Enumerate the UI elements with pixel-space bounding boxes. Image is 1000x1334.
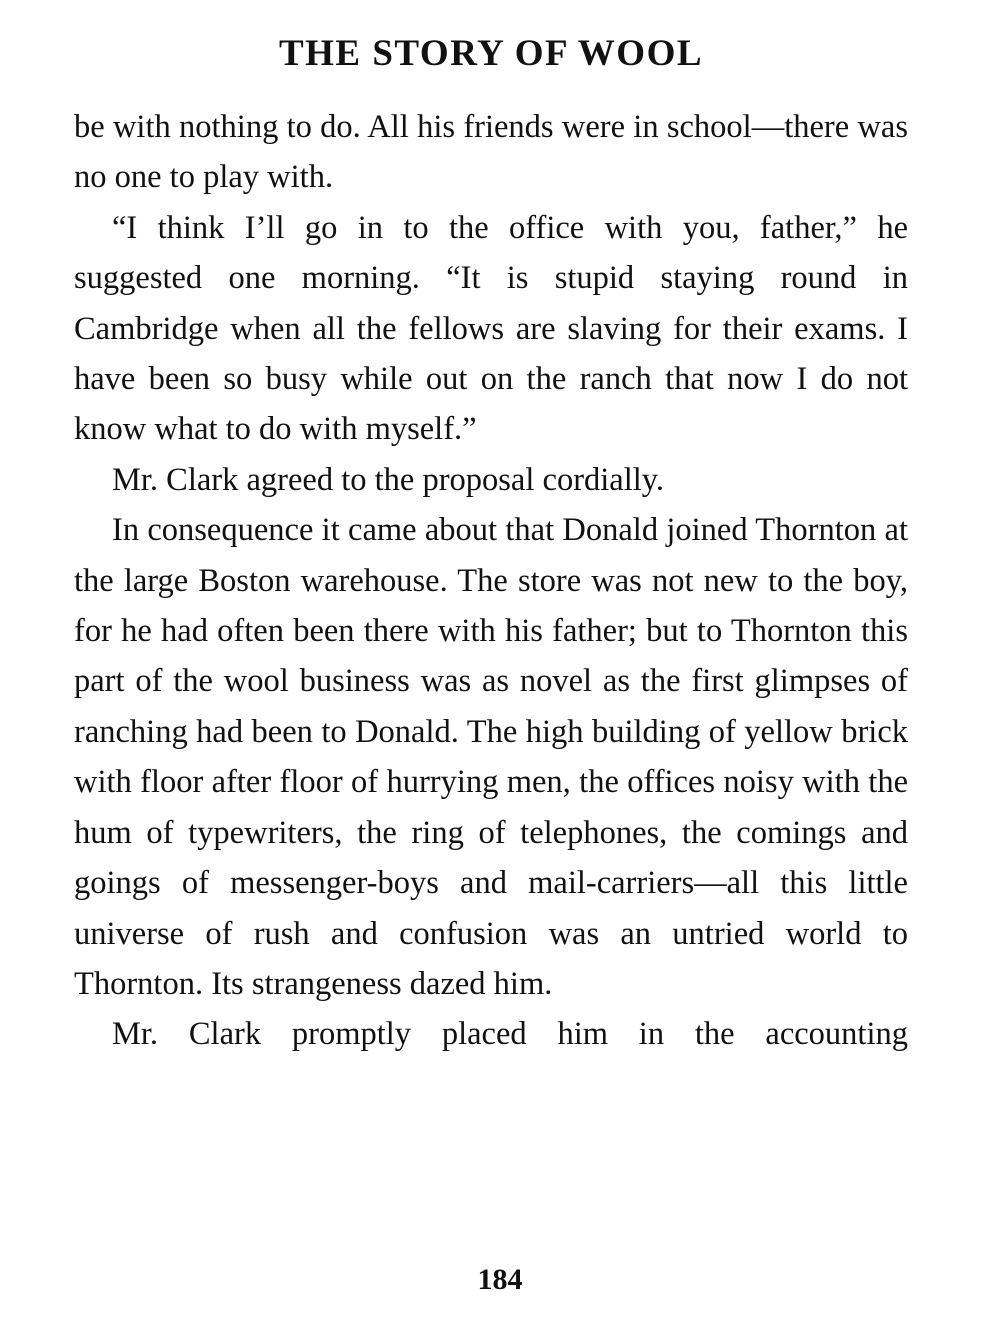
paragraph-accounting: Mr. Clark promptly placed him in the accounting	[112, 1016, 908, 1053]
running-head: THE STORY OF WOOL	[278, 33, 704, 74]
body-text	[74, 102, 908, 1060]
book-page	[74, 30, 908, 1060]
paragraph-warehouse: In consequence it came about that Donald joined Thornton at the large Boston warehouse. The store was not new to the boy, for he had often been there with his father; but to Thornton this part of the wool business was as novel as the first glimpses of ranching had been to Donald. The high building of yellow brick with floor after floor of hurrying men, the offices noisy with the hum of typewriters, the ring of telephones, the comings and goings of messenger-boys and mail-carriers—all this little universe of rush and confusion was an untried world to Thornton. Its strangeness dazed him.	[74, 512, 908, 1002]
paragraph-dialogue: “I think I’ll go in to the office with you, father,” he suggested one morning. “It is stupid staying round in Cambridge when all the fellows are slaving for their exams. I have been so busy while out on the ranch that now I do not know what to do with myself.”	[74, 209, 908, 448]
page-number: 184	[477, 1263, 523, 1296]
paragraph-agreement: Mr. Clark agreed to the proposal cordially.	[112, 461, 665, 498]
paragraph-continued: be with nothing to do. All his friends were in school—there was no one to play with.	[74, 109, 908, 196]
